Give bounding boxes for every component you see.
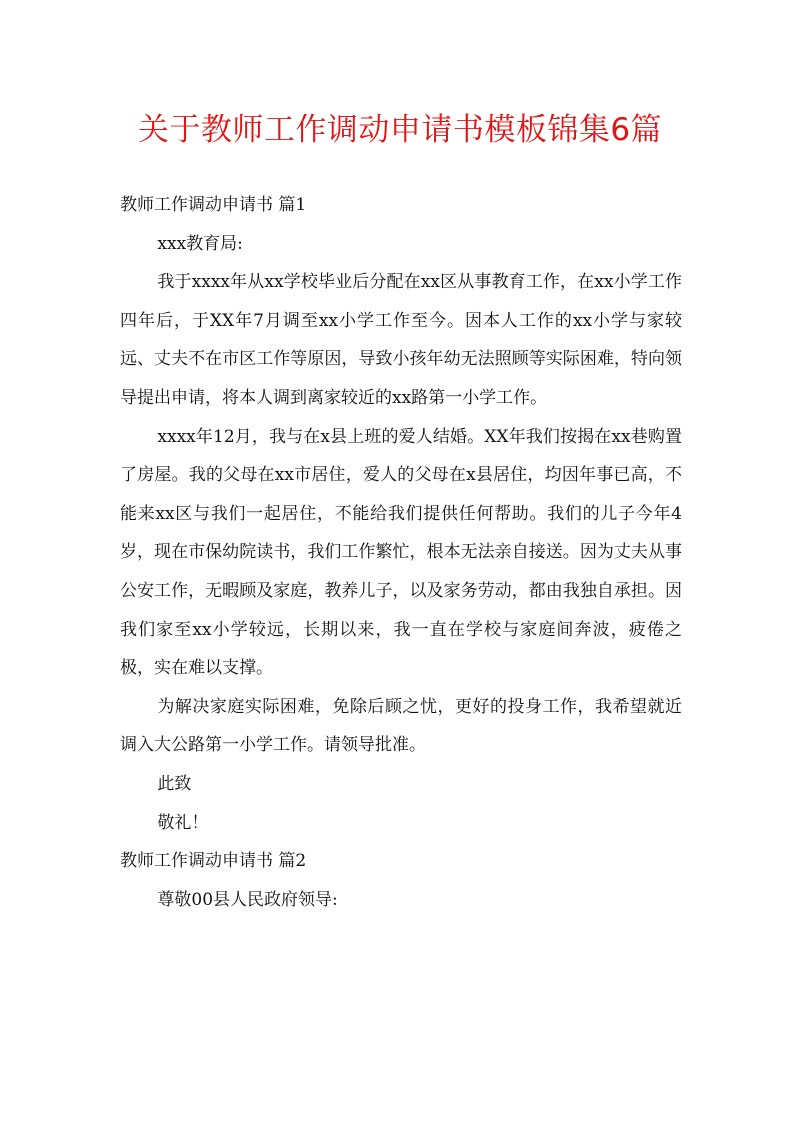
document-title: 关于教师工作调动申请书模板锦集6篇 <box>137 112 663 148</box>
salutation: 尊敬00县人民政府领导: <box>157 889 338 910</box>
closing-salute: 敬礼！ <box>157 812 209 833</box>
body-paragraph: 我于xxxx年从xx学校毕业后分配在xx区从事教育工作，在xx小学工作四年后，于XX年7月调至xx小学工作至今。因本人工作的xx小学与家较远、丈夫不在市区工作等原因，导致小孩年幼无法照顾等实际困难，特向领导提出申请，将本人调到离家较近的xx路第一小学工作。 <box>120 272 682 408</box>
section-heading-1: 教师工作调动申请书 篇1 <box>120 195 307 215</box>
document-body <box>120 186 682 919</box>
body-paragraph: 为解决家庭实际困难，免除后顾之忧，更好的投身工作，我希望就近调入大公路第一小学工作。请领导批准。 <box>120 696 682 756</box>
salutation: xxx教育局: <box>157 233 243 254</box>
closing-line: 此致 <box>157 773 192 794</box>
section-heading-2: 教师工作调动申请书 篇2 <box>120 851 307 872</box>
body-paragraph: xxxx年12月，我与在x县上班的爱人结婚。XX年我们按揭在xx巷购置了房屋。我的父母在xx市居住，爱人的父母在x县居住，均因年事已高，不能来xx区与我们一起居住，不能给我们提供任何帮助。我们的儿子今年4岁，现在市保幼院读书，我们工作繁忙，根本无法亲自接送。因为丈夫从事公安工作，无暇顾及家庭，教养儿子，以及家务劳动，都由我独自承担。因我们家至xx小学较远，长期以来，我一直在学校与家庭间奔波，疲倦之极，实在难以支撑。 <box>120 426 682 679</box>
